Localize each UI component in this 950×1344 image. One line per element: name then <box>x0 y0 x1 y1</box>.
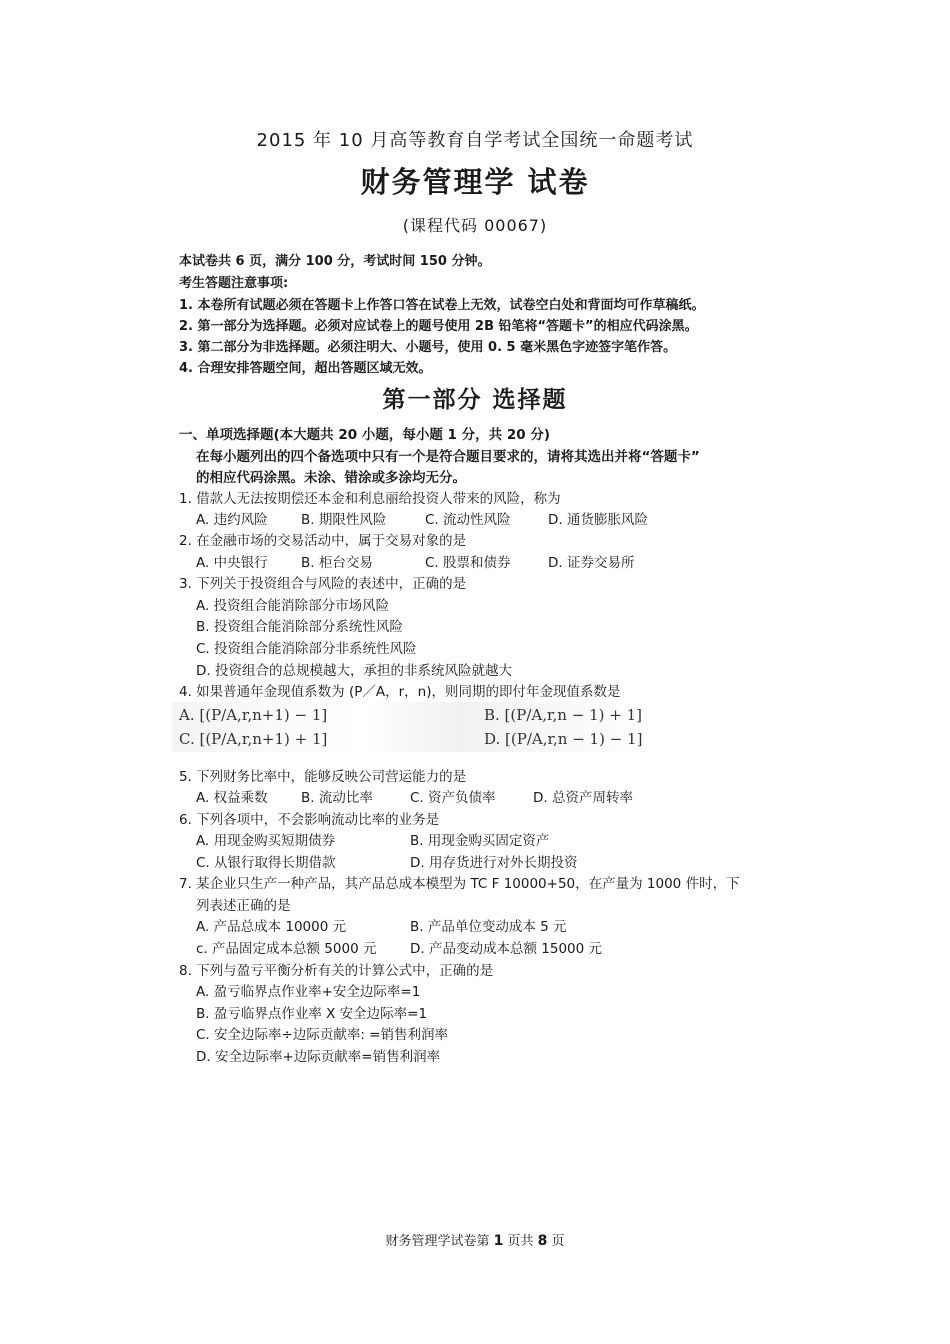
page-footer <box>0 1230 950 1249</box>
option-b: B. 期限性风险 <box>301 512 387 528</box>
option-c: C. 从银行取得长期借款 <box>196 855 336 871</box>
question-stem: 3. 下列关于投资组合与风险的表述中，正确的是 <box>179 576 467 592</box>
option-a: A. 投资组合能消除部分市场风险 <box>196 598 390 614</box>
option-b: B. [(P/A,r,n − 1) + 1] <box>484 706 642 724</box>
option-b: B. 产品单位变动成本 5 元 <box>410 919 567 935</box>
notice-heading: 考生答题注意事项: <box>179 276 289 291</box>
question-stem: 7. 某企业只生产一种产品，其产品总成本模型为 TC F 10000+50，在产量为 1000 件时，下 <box>179 876 740 892</box>
option-a: A. 盈亏临界点作业率+安全边际率=1 <box>196 984 421 1000</box>
notice-item: 4. 合理安排答题空间，超出答题区域无效。 <box>179 361 432 376</box>
footer-suffix: 页 <box>551 1234 565 1249</box>
option-a: A. 违约风险 <box>196 512 268 528</box>
option-c: C. 资产负债率 <box>410 790 496 806</box>
option-c: C. 流动性风险 <box>425 512 511 528</box>
footer-page-number: 1 <box>493 1233 504 1249</box>
option-a: A. [(P/A,r,n+1) − 1] <box>179 706 328 724</box>
question-stem: 6. 下列各项中，不会影响流动比率的业务是 <box>179 812 440 828</box>
notice-item: 1. 本卷所有试题必须在答题卡上作答口答在试卷上无效，试卷空白处和背面均可作草稿纸。 <box>179 298 705 313</box>
option-c: C. 股票和债券 <box>425 555 511 571</box>
option-a: A. 权益乘数 <box>196 790 268 806</box>
option-a: A. 中央银行 <box>196 555 268 571</box>
part-one-title: 第一部分 选择题 <box>382 386 568 413</box>
section-heading: 一、单项选择题(本大题共 20 小题，每小题 1 分，共 20 分) <box>179 427 551 443</box>
notice-item: 2. 第一部分为选择题。必须对应试卷上的题号使用 2B 铅笔将“答题卡”的相应代码涂黑。 <box>179 319 698 334</box>
option-d: D. 用存货进行对外长期投资 <box>410 855 578 871</box>
question-stem-continued: 列表述正确的是 <box>196 898 291 914</box>
instruction-line: 在每小题列出的四个备选项中只有一个是符合题目要求的，请将其选出并将“答题卡” <box>196 449 700 465</box>
option-d: D. 安全边际率+边际贡献率=销售利润率 <box>196 1049 441 1065</box>
question-stem: 1. 借款人无法按期偿还本金和利息丽给投资人带来的风险，称为 <box>179 491 561 507</box>
option-b: B. 柜台交易 <box>301 555 373 571</box>
question-stem: 5. 下列财务比率中，能够反映公司营运能力的是 <box>179 769 467 785</box>
footer-middle: 页共 <box>507 1234 534 1249</box>
option-d: D. 总资产周转率 <box>533 790 633 806</box>
footer-prefix: 财务管理学试卷第 <box>385 1234 490 1249</box>
footer-total-pages: 8 <box>537 1233 548 1249</box>
option-a: A. 用现金购买短期债券 <box>196 833 336 849</box>
option-c: C. [(P/A,r,n+1) + 1] <box>179 730 328 748</box>
exam-header-line: 2015 年 10 月高等教育自学考试全国统一命题考试 <box>256 130 694 151</box>
option-d: D. 产品变动成本总额 15000 元 <box>410 941 603 957</box>
option-a: A. 产品总成本 10000 元 <box>196 919 347 935</box>
option-d: D. 通货膨胀风险 <box>548 512 648 528</box>
question-stem: 4. 如果普通年金现值系数为 (P／A，r，n)，则同期的即付年金现值系数是 <box>179 684 621 700</box>
option-b: B. 盈亏临界点作业率 X 安全边际率=1 <box>196 1006 428 1022</box>
option-d: D. 投资组合的总规模越大，承担的非系统风险就越大 <box>196 663 512 679</box>
option-b: B. 流动比率 <box>301 790 373 806</box>
option-b: B. 用现金购买固定资产 <box>410 833 550 849</box>
option-c: C. 安全边际率÷边际贡献率: =销售利润率 <box>196 1027 448 1043</box>
exam-title: 财务管理学 试卷 <box>360 165 590 199</box>
option-d: D. [(P/A,r,n − 1) − 1] <box>484 730 643 748</box>
pages-line: 本试卷共 6 页，满分 100 分，考试时间 150 分钟。 <box>179 254 491 269</box>
option-d: D. 证券交易所 <box>548 555 635 571</box>
option-c: C. 投资组合能消除部分非系统性风险 <box>196 641 417 657</box>
course-code: (课程代码 00067) <box>402 216 548 235</box>
option-b: B. 投资组合能消除部分系统性风险 <box>196 619 403 635</box>
question-stem: 8. 下列与盈亏平衡分析有关的计算公式中，正确的是 <box>179 963 494 979</box>
instruction-line: 的相应代码涂黑。未涂、错涂或多涂均无分。 <box>196 470 466 486</box>
option-c: c. 产品固定成本总额 5000 元 <box>196 941 377 957</box>
question-stem: 2. 在金融市场的交易活动中，属于交易对象的是 <box>179 533 467 549</box>
notice-item: 3. 第二部分为非选择题。必须注明大、小题号，使用 0. 5 毫米黑色字迹签字笔作答。 <box>179 340 677 355</box>
